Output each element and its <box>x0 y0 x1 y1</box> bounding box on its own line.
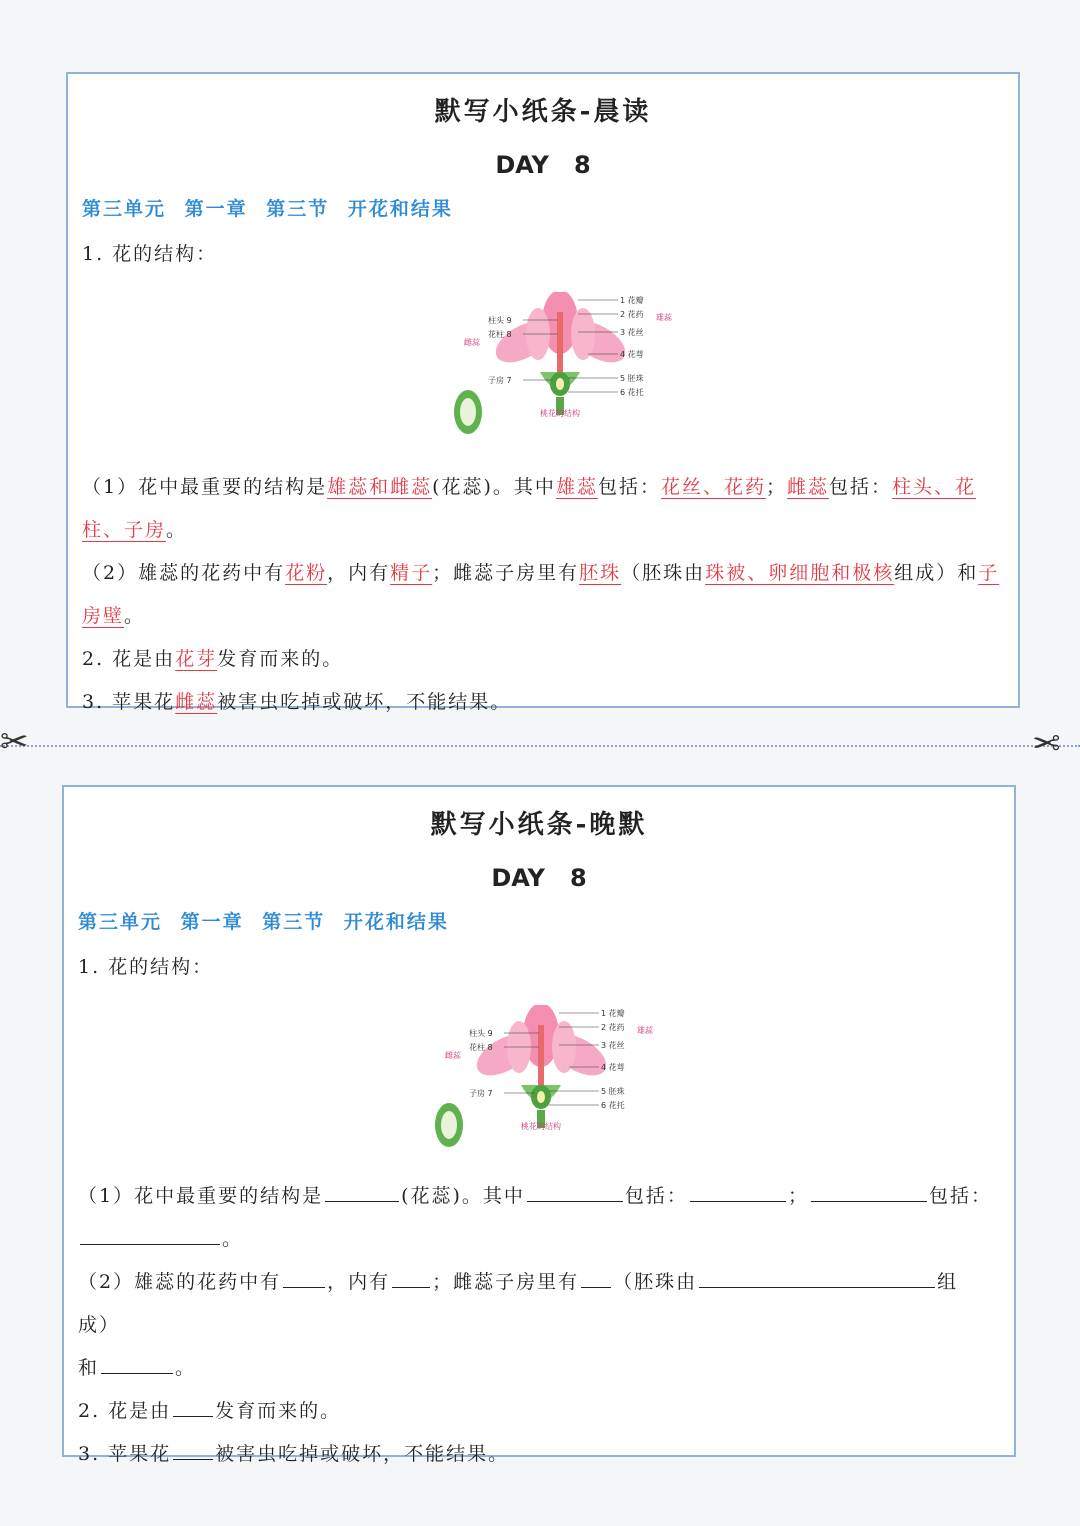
label-filament: 3 花丝 <box>601 1041 625 1050</box>
text: 包括： <box>928 1185 992 1207</box>
blank-input[interactable] <box>173 1394 213 1417</box>
text: 。 <box>166 519 188 541</box>
question-1: 1. 花的结构： <box>78 956 214 978</box>
text: 包括： <box>624 1185 688 1207</box>
answer: 胚珠 <box>579 562 622 584</box>
section-heading: 第三单元 第一章 第三节 开花和结果 <box>82 198 453 220</box>
figure-caption: 桃花的结构 <box>540 409 580 418</box>
answer: 子房壁 <box>82 562 1000 627</box>
label-stamen-group: 雄蕊 <box>656 313 672 322</box>
question-2 <box>82 638 1004 681</box>
text: 。 <box>222 1228 244 1250</box>
label-ovule: 5 胚珠 <box>601 1087 625 1096</box>
label-anther: 2 花药 <box>601 1023 625 1032</box>
label-style: 花柱 8 <box>469 1043 493 1052</box>
label-ovary: 子房 7 <box>469 1089 493 1098</box>
text: 2. 花是由 <box>82 648 176 670</box>
text: 3. 苹果花 <box>78 1443 172 1465</box>
label-receptacle: 6 花托 <box>620 388 644 397</box>
flower-illustration <box>428 292 688 452</box>
text: (花蕊)。其中 <box>401 1185 525 1207</box>
text: ； <box>787 1185 809 1207</box>
answer: 花丝、花药 <box>660 476 766 498</box>
label-stigma: 柱头 9 <box>469 1029 493 1038</box>
text: （2）雄蕊的花药中有 <box>82 562 286 584</box>
paragraph-1 <box>82 466 1004 552</box>
label-petal: 1 花瓣 <box>620 296 644 305</box>
card-title: 默写小纸条-晚默 <box>430 810 648 840</box>
label-sepal: 4 花萼 <box>620 350 644 359</box>
answer: 雌蕊 <box>175 691 218 713</box>
text: ，内有 <box>327 562 391 584</box>
paragraph-1 <box>78 1175 1000 1261</box>
text: 包括： <box>829 476 893 498</box>
text: （1）花中最重要的结构是 <box>82 476 328 498</box>
blank-input[interactable] <box>527 1179 623 1202</box>
text: 被害虫吃掉或破坏，不能结果。 <box>217 691 512 713</box>
flower-illustration <box>409 1005 669 1165</box>
text: （2）雄蕊的花药中有 <box>78 1271 282 1293</box>
answer: 精子 <box>390 562 433 584</box>
blank-input[interactable] <box>811 1179 927 1202</box>
text: （胚珠由 <box>613 1271 698 1293</box>
section-heading: 第三单元 第一章 第三节 开花和结果 <box>78 911 449 933</box>
text: 和 <box>78 1357 100 1379</box>
label-ovule: 5 胚珠 <box>620 374 644 383</box>
text: ，内有 <box>327 1271 391 1293</box>
text: ；雌蕊子房里有 <box>432 1271 580 1293</box>
text: 发育而来的。 <box>217 648 344 670</box>
flower-structure-diagram <box>428 292 688 452</box>
text: 组成） <box>78 1271 959 1336</box>
answer: 柱头、花柱、子房 <box>82 476 977 541</box>
figure-caption: 桃花的结构 <box>521 1122 561 1131</box>
paragraph-2 <box>82 552 1004 638</box>
day-label: DAY 8 <box>491 864 587 892</box>
label-pistil-group: 雌蕊 <box>445 1051 461 1060</box>
evening-card <box>62 785 1016 1465</box>
answer: 花粉 <box>285 562 328 584</box>
morning-card <box>66 72 1020 713</box>
text: 被害虫吃掉或破坏，不能结果。 <box>215 1443 510 1465</box>
label-stamen-group: 雄蕊 <box>637 1026 653 1035</box>
text: 组成）和 <box>894 562 979 584</box>
text: 。 <box>175 1357 197 1379</box>
text: 发育而来的。 <box>215 1400 342 1422</box>
label-receptacle: 6 花托 <box>601 1101 625 1110</box>
text: 3. 苹果花 <box>82 691 176 713</box>
label-filament: 3 花丝 <box>620 328 644 337</box>
label-anther: 2 花药 <box>620 310 644 319</box>
blank-input[interactable] <box>581 1265 611 1288</box>
blank-input[interactable] <box>325 1179 399 1202</box>
label-sepal: 4 花萼 <box>601 1063 625 1072</box>
answer: 雄蕊和雌蕊 <box>327 476 433 498</box>
question-1: 1. 花的结构： <box>82 243 218 265</box>
card-title: 默写小纸条-晨读 <box>434 97 652 127</box>
text: 包括： <box>597 476 661 498</box>
blank-input[interactable] <box>699 1265 935 1288</box>
label-stigma: 柱头 9 <box>488 316 512 325</box>
text: ； <box>765 476 787 498</box>
question-3 <box>78 1433 1000 1476</box>
label-style: 花柱 8 <box>488 330 512 339</box>
question-2 <box>78 1390 1000 1433</box>
flower-structure-diagram <box>409 1005 669 1165</box>
text: （1）花中最重要的结构是 <box>78 1185 324 1207</box>
day-label: DAY 8 <box>495 151 591 179</box>
text: ；雌蕊子房里有 <box>432 562 580 584</box>
scissors-icon: ✂ <box>0 722 29 762</box>
paragraph-2 <box>78 1261 1000 1390</box>
cut-line <box>0 745 1080 747</box>
answer: 雌蕊 <box>787 476 830 498</box>
blank-input[interactable] <box>690 1179 786 1202</box>
label-pistil-group: 雌蕊 <box>464 338 480 347</box>
blank-input[interactable] <box>80 1222 220 1245</box>
blank-input[interactable] <box>173 1437 213 1460</box>
answer: 雄蕊 <box>555 476 598 498</box>
blank-input[interactable] <box>283 1265 325 1288</box>
blank-input[interactable] <box>392 1265 430 1288</box>
scissors-icon: ✂ <box>1032 724 1061 764</box>
text: 2. 花是由 <box>78 1400 172 1422</box>
label-ovary: 子房 7 <box>488 376 512 385</box>
label-petal: 1 花瓣 <box>601 1009 625 1018</box>
text: （胚珠由 <box>621 562 706 584</box>
answer: 珠被、卵细胞和极核 <box>705 562 895 584</box>
text: 。 <box>124 605 146 627</box>
text: (花蕊)。其中 <box>432 476 556 498</box>
answer: 花芽 <box>175 648 218 670</box>
question-3 <box>82 681 1004 724</box>
blank-input[interactable] <box>101 1351 173 1374</box>
